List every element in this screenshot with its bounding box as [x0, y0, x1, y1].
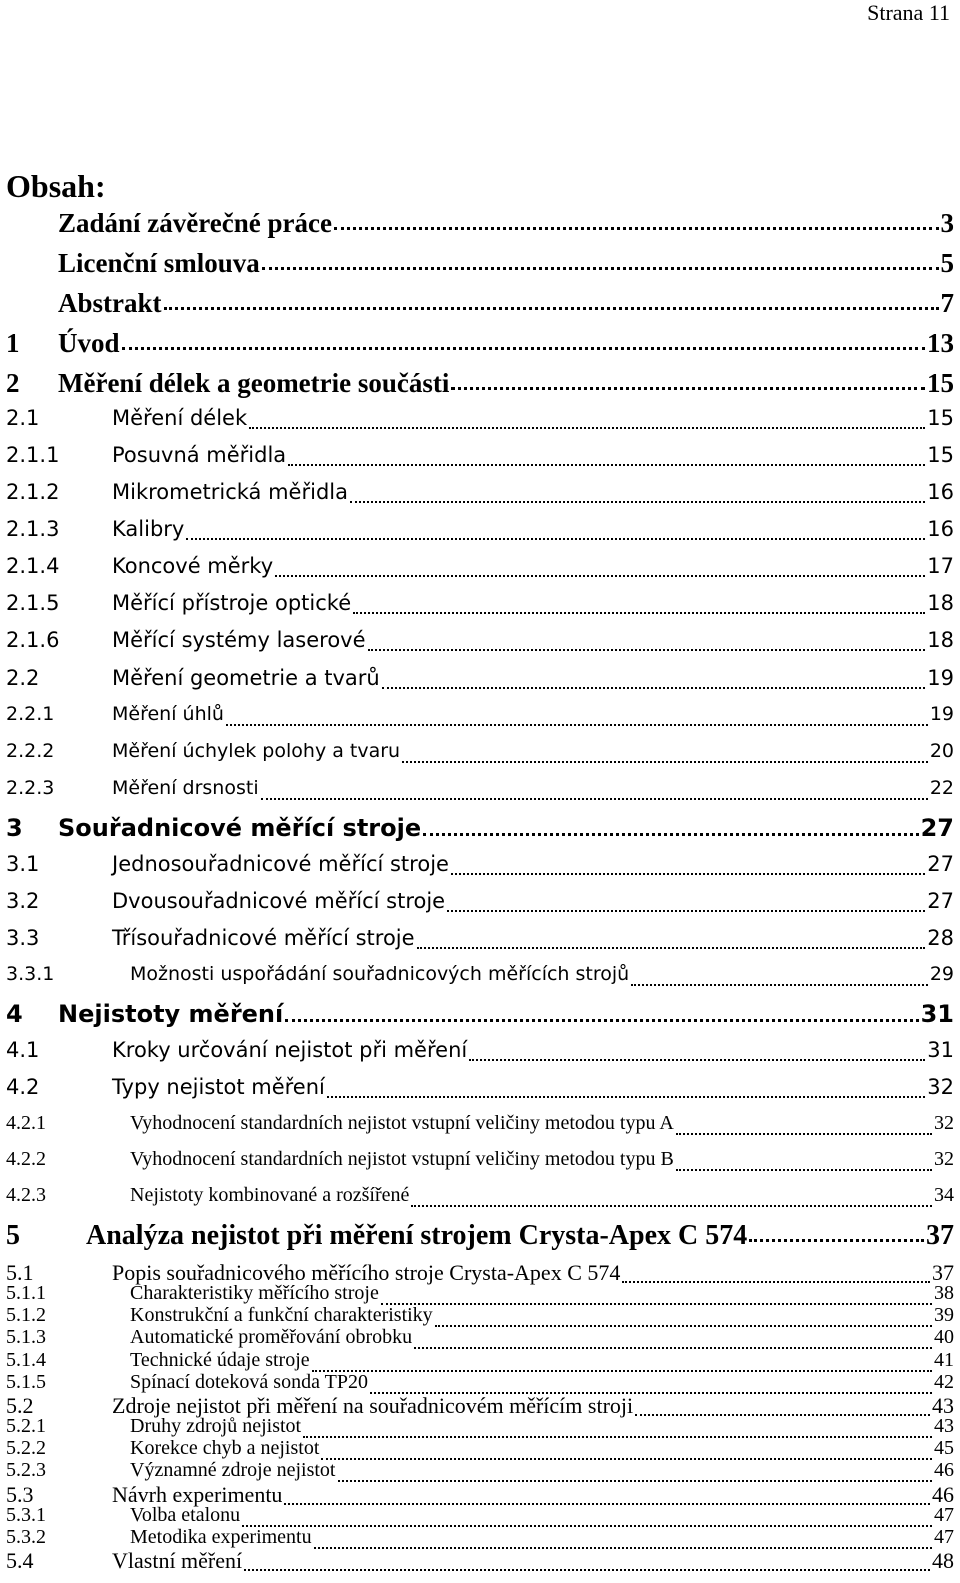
toc-dot-leader [447, 909, 925, 912]
toc-entry-page: 7 [940, 288, 954, 318]
toc-entry-page: 27 [927, 889, 954, 913]
toc-entry-number: 5.2.2 [6, 1437, 46, 1459]
toc-entry-page: 19 [927, 666, 954, 690]
toc-entry-number: 5.3 [6, 1482, 34, 1507]
toc-entry-number: 4 [6, 1000, 23, 1028]
toc-entry-number: 5.1 [6, 1260, 34, 1285]
toc-entry-title: Měření délek a geometrie součásti [58, 368, 450, 398]
toc-entry[interactable] [0, 889, 960, 919]
toc-dot-leader [411, 1204, 932, 1207]
toc-entry-title: Charakteristiky měřícího stroje [130, 1282, 379, 1304]
toc-entry[interactable] [0, 248, 960, 278]
toc-entry-page: 47 [934, 1504, 954, 1526]
toc-entry-title: Významné zdroje nejistot [130, 1459, 336, 1481]
toc-entry-page: 27 [927, 852, 954, 876]
toc-dot-leader [469, 1058, 925, 1061]
toc-entry-title: Měřící systémy laserové [112, 628, 366, 652]
toc-entry[interactable] [0, 852, 960, 882]
toc-entry[interactable] [0, 1548, 960, 1578]
toc-entry-page: 42 [934, 1371, 954, 1393]
toc-entry-number: 5.1.1 [6, 1282, 46, 1304]
toc-entry-number: 2.2 [6, 666, 40, 690]
toc-entry-page: 43 [932, 1393, 954, 1418]
toc-entry-page: 17 [927, 554, 954, 578]
toc-entry-title: Vyhodnocení standardních nejistot vstupní veličiny metodou typu B [130, 1148, 674, 1170]
toc-entry-title: Posuvná měřidla [112, 443, 287, 467]
toc-dot-leader [402, 760, 928, 763]
toc-entry-number: 2.2.1 [6, 703, 55, 725]
toc-dot-leader [353, 611, 925, 614]
toc-entry-title: Zdroje nejistot při měření na souřadnicovém měřícím stroji [112, 1393, 634, 1418]
toc-entry-number: 5.4 [6, 1548, 34, 1573]
toc-entry-number: 3.1 [6, 852, 40, 876]
toc-entry[interactable] [0, 666, 960, 696]
toc-entry-title: Abstrakt [58, 288, 162, 318]
toc-entry-page: 19 [929, 703, 954, 725]
toc-entry-title: Licenční smlouva [58, 248, 260, 278]
toc-entry[interactable] [0, 1000, 960, 1030]
toc-entry-page: 47 [934, 1526, 954, 1548]
toc-dot-leader [122, 346, 925, 350]
toc-entry[interactable] [0, 368, 960, 398]
toc-entry-title: Kroky určování nejistot při měření [112, 1038, 468, 1062]
toc-entry-number: 5.1.3 [6, 1326, 46, 1348]
toc-dot-leader [226, 723, 928, 726]
toc-entry[interactable] [0, 591, 960, 621]
toc-entry-title: Vyhodnocení standardních nejistot vstupní veličiny metodou typu A [130, 1112, 674, 1134]
toc-entry-number: 3.3.1 [6, 963, 55, 985]
toc-entry-number: 2.1.5 [6, 591, 60, 615]
toc-dot-leader [451, 872, 925, 875]
toc-entry[interactable] [0, 1038, 960, 1068]
toc-entry-number: 2.1.4 [6, 554, 60, 578]
toc-entry[interactable] [0, 703, 960, 733]
toc-dot-leader [275, 574, 925, 577]
toc-entry-title: Vlastní měření [112, 1548, 243, 1573]
toc-entry-number: 2 [6, 368, 20, 398]
toc-entry-title: Volba etalonu [130, 1504, 241, 1526]
toc-entry-number: 1 [6, 328, 20, 358]
toc-entry-title: Měření délek [112, 406, 248, 430]
toc-entry-title: Měřící přístroje optické [112, 591, 352, 615]
toc-entry-page: 29 [929, 963, 954, 985]
toc-entry-number: 5.1.4 [6, 1349, 46, 1371]
toc-entry[interactable] [0, 480, 960, 510]
toc-dot-leader [451, 386, 925, 390]
toc-entry-number: 5.3.1 [6, 1504, 46, 1526]
toc-entry-title: Analýza nejistot při měření strojem Crysta-Apex C 574 [86, 1220, 748, 1251]
toc-entry-title: Nejistoty měření [58, 1000, 284, 1028]
toc-entry-number: 3.2 [6, 889, 40, 913]
toc-entry-page: 16 [927, 480, 954, 504]
toc-entry-title: Měření úchylek polohy a tvaru [112, 740, 401, 762]
toc-entry-title: Jednosouřadnicové měřící stroje [112, 852, 449, 876]
page-number-header: Strana 11 [867, 0, 950, 25]
toc-entry-number: 2.1.1 [6, 443, 60, 467]
toc-dot-leader [676, 1168, 932, 1171]
toc-dot-leader [186, 537, 925, 540]
toc-entry-title: Technické údaje stroje [130, 1349, 310, 1371]
toc-entry-page: 13 [927, 328, 954, 358]
toc-entry[interactable] [0, 517, 960, 547]
toc-entry[interactable] [0, 1184, 960, 1214]
toc-dot-leader [382, 686, 926, 689]
toc-dot-leader [285, 1018, 918, 1022]
toc-entry-number: 4.2.1 [6, 1112, 46, 1134]
toc-entry[interactable] [0, 554, 960, 584]
toc-entry[interactable] [0, 814, 960, 844]
toc-dot-leader [262, 266, 939, 270]
toc-entry-number: 4.2 [6, 1075, 40, 1099]
toc-dot-leader [244, 1568, 930, 1571]
toc-entry-page: 32 [934, 1148, 954, 1170]
toc-entry-page: 5 [940, 248, 954, 278]
toc-entry-number: 4.2.2 [6, 1148, 46, 1170]
toc-entry-title: Měření geometrie a tvarů [112, 666, 380, 690]
toc-entry[interactable] [0, 208, 960, 238]
toc-title: Obsah: [6, 168, 106, 204]
toc-entry-page: 27 [920, 814, 954, 842]
toc-dot-leader [423, 832, 918, 836]
toc-entry-number: 2.2.3 [6, 777, 55, 799]
toc-entry-title: Spínací doteková sonda TP20 [130, 1371, 368, 1393]
toc-entry-page: 28 [927, 926, 954, 950]
toc-entry-number: 2.1.2 [6, 480, 60, 504]
toc-entry-number: 3.3 [6, 926, 40, 950]
toc-entry-page: 31 [920, 1000, 954, 1028]
toc-entry[interactable] [0, 740, 960, 770]
toc-entry[interactable] [0, 926, 960, 956]
toc-entry-page: 43 [934, 1415, 954, 1437]
toc-entry-page: 37 [932, 1260, 954, 1285]
toc-entry-number: 5.1.2 [6, 1304, 46, 1326]
toc-entry-number: 2.1 [6, 406, 40, 430]
toc-dot-leader [261, 797, 928, 800]
toc-entry-number: 5.1.5 [6, 1371, 46, 1393]
toc-entry-page: 46 [932, 1482, 954, 1507]
toc-entry-title: Souřadnicové měřící stroje [58, 814, 422, 842]
toc-entry-title: Kalibry [112, 517, 185, 541]
toc-entry-page: 20 [929, 740, 954, 762]
toc-entry-title: Korekce chyb a nejistot [130, 1437, 320, 1459]
toc-entry[interactable] [0, 777, 960, 807]
toc-entry-title: Automatické proměřování obrobku [130, 1326, 413, 1348]
toc-entry[interactable] [0, 1148, 960, 1178]
toc-entry[interactable] [0, 406, 960, 436]
toc-entry-number: 5.2.1 [6, 1415, 46, 1437]
toc-entry-title: Konstrukční a funkční charakteristiky [130, 1304, 433, 1326]
toc-entry-title: Úvod [58, 328, 120, 358]
toc-entry-title: Měření úhlů [112, 703, 224, 725]
toc-entry-title: Mikrometrická měřidla [112, 480, 348, 504]
toc-dot-leader [631, 983, 928, 986]
toc-entry-page: 48 [932, 1548, 954, 1573]
toc-entry-page: 34 [934, 1184, 954, 1206]
toc-entry-title: Třísouřadnicové měřící stroje [112, 926, 415, 950]
toc-entry-page: 40 [934, 1326, 954, 1348]
toc-entry-title: Nejistoty kombinované a rozšířené [130, 1184, 410, 1206]
toc-dot-leader [368, 648, 926, 651]
toc-dot-leader [164, 306, 939, 310]
toc-entry-page: 31 [927, 1038, 954, 1062]
toc-entry[interactable] [0, 328, 960, 358]
toc-entry-title: Koncové měrky [112, 554, 274, 578]
toc-entry[interactable] [0, 288, 960, 318]
toc-entry[interactable] [0, 1220, 960, 1250]
toc-dot-leader [749, 1238, 924, 1242]
toc-entry[interactable] [0, 443, 960, 473]
toc-entry-number: 2.1.6 [6, 628, 60, 652]
toc-entry-page: 15 [927, 443, 954, 467]
toc-entry-number: 5.3.2 [6, 1526, 46, 1548]
toc-entry-page: 18 [927, 591, 954, 615]
toc-entry-page: 15 [927, 406, 954, 430]
toc-entry-number: 4.2.3 [6, 1184, 46, 1206]
toc-entry-page: 46 [934, 1459, 954, 1481]
toc-entry-title: Návrh experimentu [112, 1482, 283, 1507]
toc-entry-number: 3 [6, 814, 23, 842]
toc-entry-page: 22 [929, 777, 954, 799]
toc-entry-number: 2.1.3 [6, 517, 60, 541]
toc-entry-number: 5.2.3 [6, 1459, 46, 1481]
toc-entry-page: 39 [934, 1304, 954, 1326]
toc-dot-leader [288, 463, 925, 466]
toc-entry-number: 4.1 [6, 1038, 40, 1062]
toc-entry-page: 16 [927, 517, 954, 541]
toc-entry[interactable] [0, 963, 960, 993]
toc-dot-leader [350, 500, 925, 503]
toc-entry-page: 18 [927, 628, 954, 652]
toc-entry-page: 32 [927, 1075, 954, 1099]
toc-entry[interactable] [0, 1075, 960, 1105]
toc-entry-number: 2.2.2 [6, 740, 55, 762]
toc-entry-page: 45 [934, 1437, 954, 1459]
toc-entry-number: 5.2 [6, 1393, 34, 1418]
toc-entry-page: 15 [927, 368, 954, 398]
toc-entry-title: Dvousouřadnicové měřící stroje [112, 889, 446, 913]
toc-entry-page: 32 [934, 1112, 954, 1134]
toc-dot-leader [327, 1095, 925, 1098]
toc-dot-leader [417, 946, 926, 949]
toc-entry-title: Možnosti uspořádání souřadnicových měřících strojů [130, 963, 630, 985]
toc-entry-title: Druhy zdrojů nejistot [130, 1415, 302, 1437]
toc-dot-leader [249, 426, 925, 429]
toc-entry-page: 37 [926, 1220, 954, 1251]
toc-dot-leader [676, 1132, 932, 1135]
toc-entry-title: Typy nejistot měření [112, 1075, 325, 1099]
toc-entry-page: 38 [934, 1282, 954, 1304]
toc-dot-leader [334, 226, 939, 230]
toc-entry[interactable] [0, 628, 960, 658]
toc-entry-title: Metodika experimentu [130, 1526, 312, 1548]
toc-entry-page: 3 [940, 208, 954, 238]
toc-entry-title: Zadání závěrečné práce [58, 208, 332, 238]
toc-entry-number: 5 [6, 1220, 20, 1251]
toc-entry[interactable] [0, 1112, 960, 1142]
toc-entry-title: Měření drsnosti [112, 777, 259, 799]
toc-entry-title: Popis souřadnicového měřícího stroje Crysta-Apex C 574 [112, 1260, 621, 1285]
toc-entry-page: 41 [934, 1349, 954, 1371]
